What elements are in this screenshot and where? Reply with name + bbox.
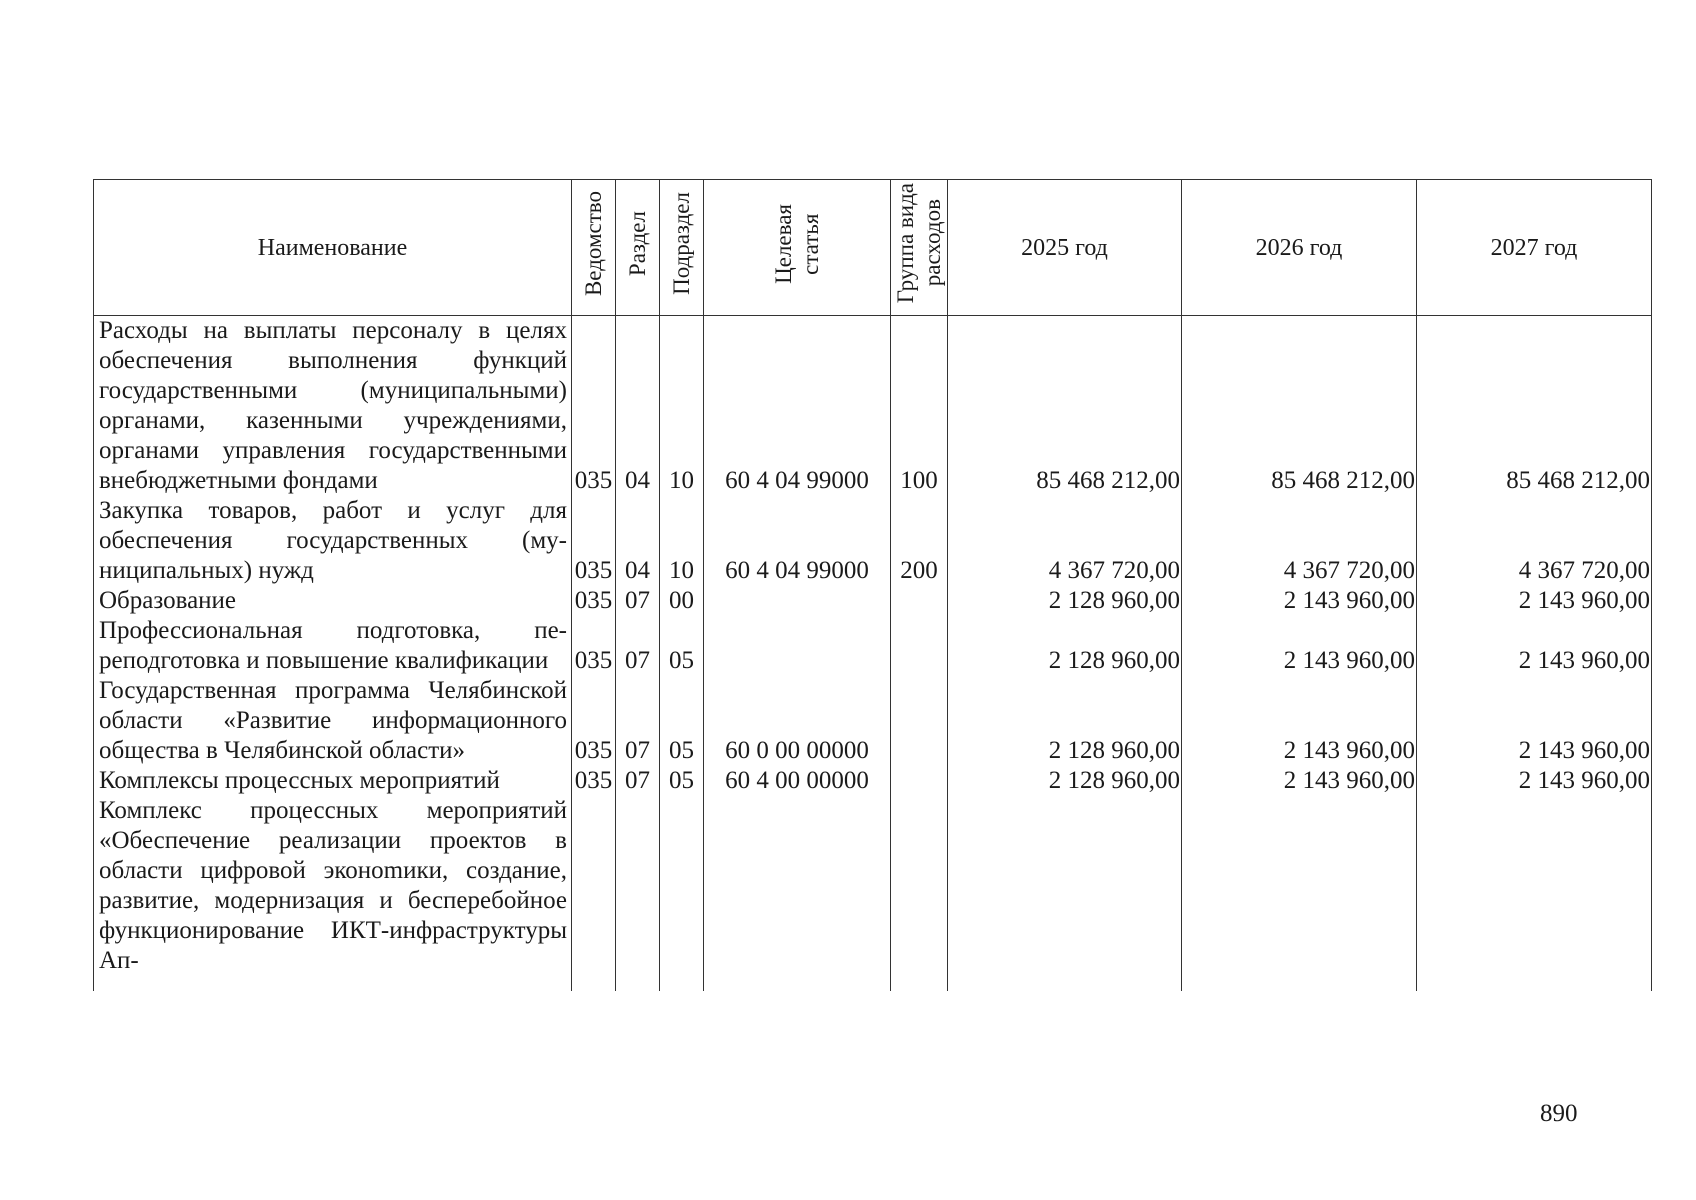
row-department: 035 bbox=[572, 496, 616, 586]
table-body bbox=[94, 316, 1652, 992]
table-row bbox=[94, 766, 1652, 796]
row-section: 07 bbox=[616, 586, 660, 616]
row-department: 035 bbox=[572, 616, 616, 676]
row-amount-2027: 2 143 960,00 bbox=[1417, 616, 1652, 676]
header-expense-group bbox=[891, 180, 948, 316]
row-section: 07 bbox=[616, 616, 660, 676]
row-amount-2025: 85 468 212,00 bbox=[948, 316, 1182, 497]
header-year-2025: 2025 год bbox=[948, 180, 1182, 316]
row-target-article: 60 4 04 99000 bbox=[704, 316, 891, 497]
row-amount-2026: 4 367 720,00 bbox=[1182, 496, 1417, 586]
row-amount-2025: 2 128 960,00 bbox=[948, 586, 1182, 616]
row-amount-2025: 2 128 960,00 bbox=[948, 676, 1182, 766]
row-amount-2025: 2 128 960,00 bbox=[948, 616, 1182, 676]
header-year-2026: 2026 год bbox=[1182, 180, 1417, 316]
row-expense-group: 200 bbox=[891, 496, 948, 586]
budget-table bbox=[93, 179, 1652, 991]
row-amount-2027: 2 143 960,00 bbox=[1417, 586, 1652, 616]
table-row bbox=[94, 586, 1652, 616]
row-expense-group bbox=[891, 796, 948, 991]
row-section bbox=[616, 796, 660, 991]
header-section-label: Раздел bbox=[624, 210, 650, 277]
header-subsection-label: Подраздел bbox=[668, 192, 694, 295]
header-subsection bbox=[660, 180, 704, 316]
row-department: 035 bbox=[572, 676, 616, 766]
row-amount-2027 bbox=[1417, 796, 1652, 991]
row-name: Расходы на выплаты персоналу в целях обеспечения выполнения функций государственными (муниципальными) органами, казенными учреждениями, органами управления государственными внебюджетными фондами bbox=[94, 316, 572, 497]
row-section: 04 bbox=[616, 316, 660, 497]
table-row bbox=[94, 616, 1652, 676]
row-amount-2025: 4 367 720,00 bbox=[948, 496, 1182, 586]
header-name: Наименование bbox=[94, 180, 572, 316]
row-subsection: 05 bbox=[660, 616, 704, 676]
header-section bbox=[616, 180, 660, 316]
page-number: 890 bbox=[1540, 1100, 1578, 1127]
row-expense-group: 100 bbox=[891, 316, 948, 497]
row-target-article bbox=[704, 586, 891, 616]
row-name: Комплекс процессных мероприятий «Обеспечение реализации проектов в области цифровой эконоmики, создание, развитие, модернизация и бесперебойное функционирование ИКТ-инфраструктуры Ап- bbox=[94, 796, 572, 991]
header-year-2027: 2027 год bbox=[1417, 180, 1652, 316]
table-row bbox=[94, 796, 1652, 991]
row-subsection: 10 bbox=[660, 316, 704, 497]
row-section: 07 bbox=[616, 676, 660, 766]
row-section: 04 bbox=[616, 496, 660, 586]
row-expense-group bbox=[891, 616, 948, 676]
row-amount-2026: 2 143 960,00 bbox=[1182, 676, 1417, 766]
table-header bbox=[94, 180, 1652, 316]
table-row bbox=[94, 316, 1652, 497]
row-amount-2027: 2 143 960,00 bbox=[1417, 676, 1652, 766]
row-name: Профессиональная подготовка, переподготовка и повышение квалификации bbox=[94, 616, 572, 676]
row-amount-2025: 2 128 960,00 bbox=[948, 766, 1182, 796]
row-department bbox=[572, 796, 616, 991]
row-expense-group bbox=[891, 676, 948, 766]
row-amount-2027: 2 143 960,00 bbox=[1417, 766, 1652, 796]
row-department: 035 bbox=[572, 766, 616, 796]
row-expense-group bbox=[891, 586, 948, 616]
row-subsection: 05 bbox=[660, 766, 704, 796]
header-target-article-label: Целевая статья bbox=[771, 203, 823, 284]
header-target-article bbox=[704, 180, 891, 316]
header-department bbox=[572, 180, 616, 316]
row-target-article: 60 4 00 00000 bbox=[704, 766, 891, 796]
row-department: 035 bbox=[572, 316, 616, 497]
row-subsection: 10 bbox=[660, 496, 704, 586]
row-amount-2025 bbox=[948, 796, 1182, 991]
row-target-article bbox=[704, 616, 891, 676]
table-row bbox=[94, 496, 1652, 586]
row-amount-2026: 2 143 960,00 bbox=[1182, 766, 1417, 796]
row-amount-2026: 85 468 212,00 bbox=[1182, 316, 1417, 497]
row-subsection: 05 bbox=[660, 676, 704, 766]
row-target-article: 60 0 00 00000 bbox=[704, 676, 891, 766]
row-amount-2027: 4 367 720,00 bbox=[1417, 496, 1652, 586]
row-amount-2026: 2 143 960,00 bbox=[1182, 616, 1417, 676]
row-expense-group bbox=[891, 766, 948, 796]
row-name: Закупка товаров, работ и услуг для обеспечения государственных (муниципальных) нужд bbox=[94, 496, 572, 586]
row-name: Государственная программа Челябинской области «Развитие информационного общества в Челябинской области» bbox=[94, 676, 572, 766]
row-subsection: 00 bbox=[660, 586, 704, 616]
row-name: Комплексы процессных мероприятий bbox=[94, 766, 572, 796]
row-subsection bbox=[660, 796, 704, 991]
table-row bbox=[94, 676, 1652, 766]
header-department-label: Ведомство bbox=[580, 190, 606, 297]
row-target-article: 60 4 04 99000 bbox=[704, 496, 891, 586]
row-target-article bbox=[704, 796, 891, 991]
row-department: 035 bbox=[572, 586, 616, 616]
row-amount-2027: 85 468 212,00 bbox=[1417, 316, 1652, 497]
row-section: 07 bbox=[616, 766, 660, 796]
header-expense-group-label: Группа вида расходов bbox=[893, 183, 945, 304]
row-amount-2026 bbox=[1182, 796, 1417, 991]
row-name: Образование bbox=[94, 586, 572, 616]
row-amount-2026: 2 143 960,00 bbox=[1182, 586, 1417, 616]
